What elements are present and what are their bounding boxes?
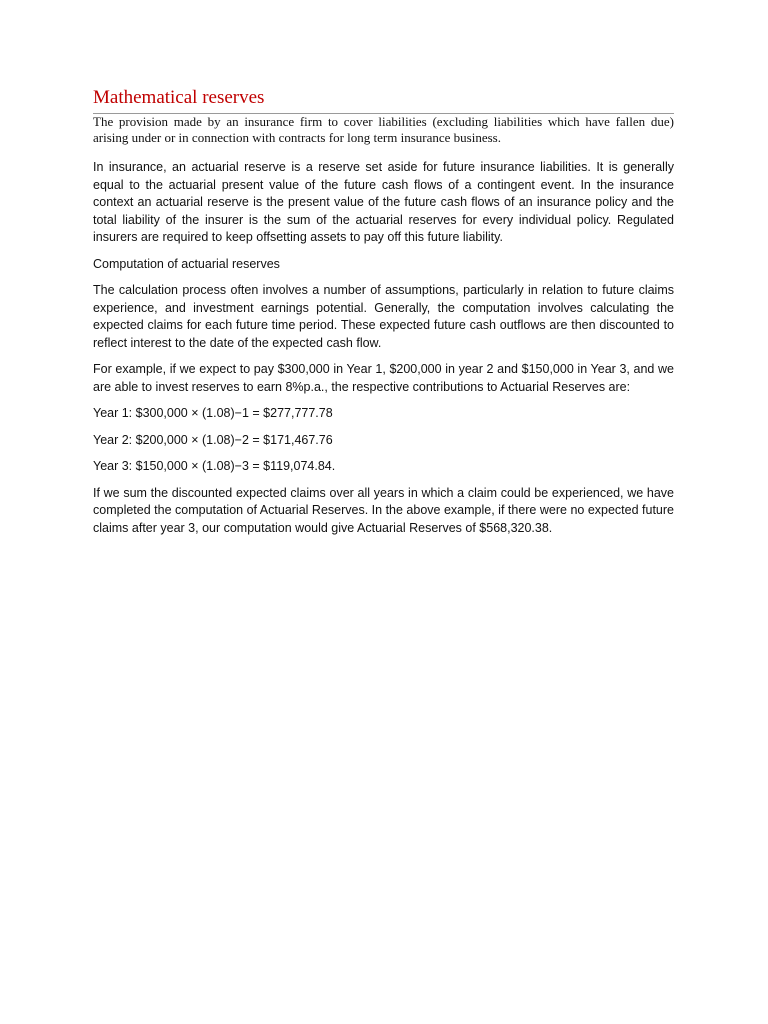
section-subheading: Computation of actuarial reserves bbox=[93, 256, 280, 271]
definition-text: The provision made by an insurance firm to cover liabilities (excluding liabilities which have fallen due) arising under or in connection with contracts for long term insurance business. bbox=[93, 114, 674, 145]
calculation-paragraph: The calculation process often involves a number of assumptions, particularly in relation to future claims experience, and investment earnings potential. Generally, the computation involves calculating the expected claims for each future time period. These expected future cash outflows are then discounted to reflect interest to the date of the expected cash flow. bbox=[93, 283, 674, 350]
year1-line: Year 1: $300,000 × (1.08)−1 = $277,777.78 bbox=[93, 406, 333, 420]
intro-paragraph: In insurance, an actuarial reserve is a reserve set aside for future insurance liabilities. It is generally equal to the actuarial present value of the future cash flows of a contingent event. In the insurance context an actuarial reserve is the present value of the future cash flows of an insurance policy and the total liability of the insurer is the sum of the actuarial reserves for every individual policy. Regulated insurers are required to keep offsetting assets to pay off this future liability. bbox=[93, 160, 674, 244]
page-title: Mathematical reserves bbox=[93, 87, 265, 108]
year3-line: Year 3: $150,000 × (1.08)−3 = $119,074.84. bbox=[93, 459, 336, 473]
example-paragraph: For example, if we expect to pay $300,000 in Year 1, $200,000 in year 2 and $150,000 in Year 3, and we are able to invest reserves to earn 8%p.a., the respective contributions to Actuarial Reserves are: bbox=[93, 362, 674, 394]
conclusion-paragraph: If we sum the discounted expected claims over all years in which a claim could be experienced, we have completed the computation of Actuarial Reserves. In the above example, if there were no expected future claims after year 3, our computation would give Actuarial Reserves of $568,320.38. bbox=[93, 485, 674, 535]
year2-line: Year 2: $200,000 × (1.08)−2 = $171,467.76 bbox=[93, 432, 333, 447]
